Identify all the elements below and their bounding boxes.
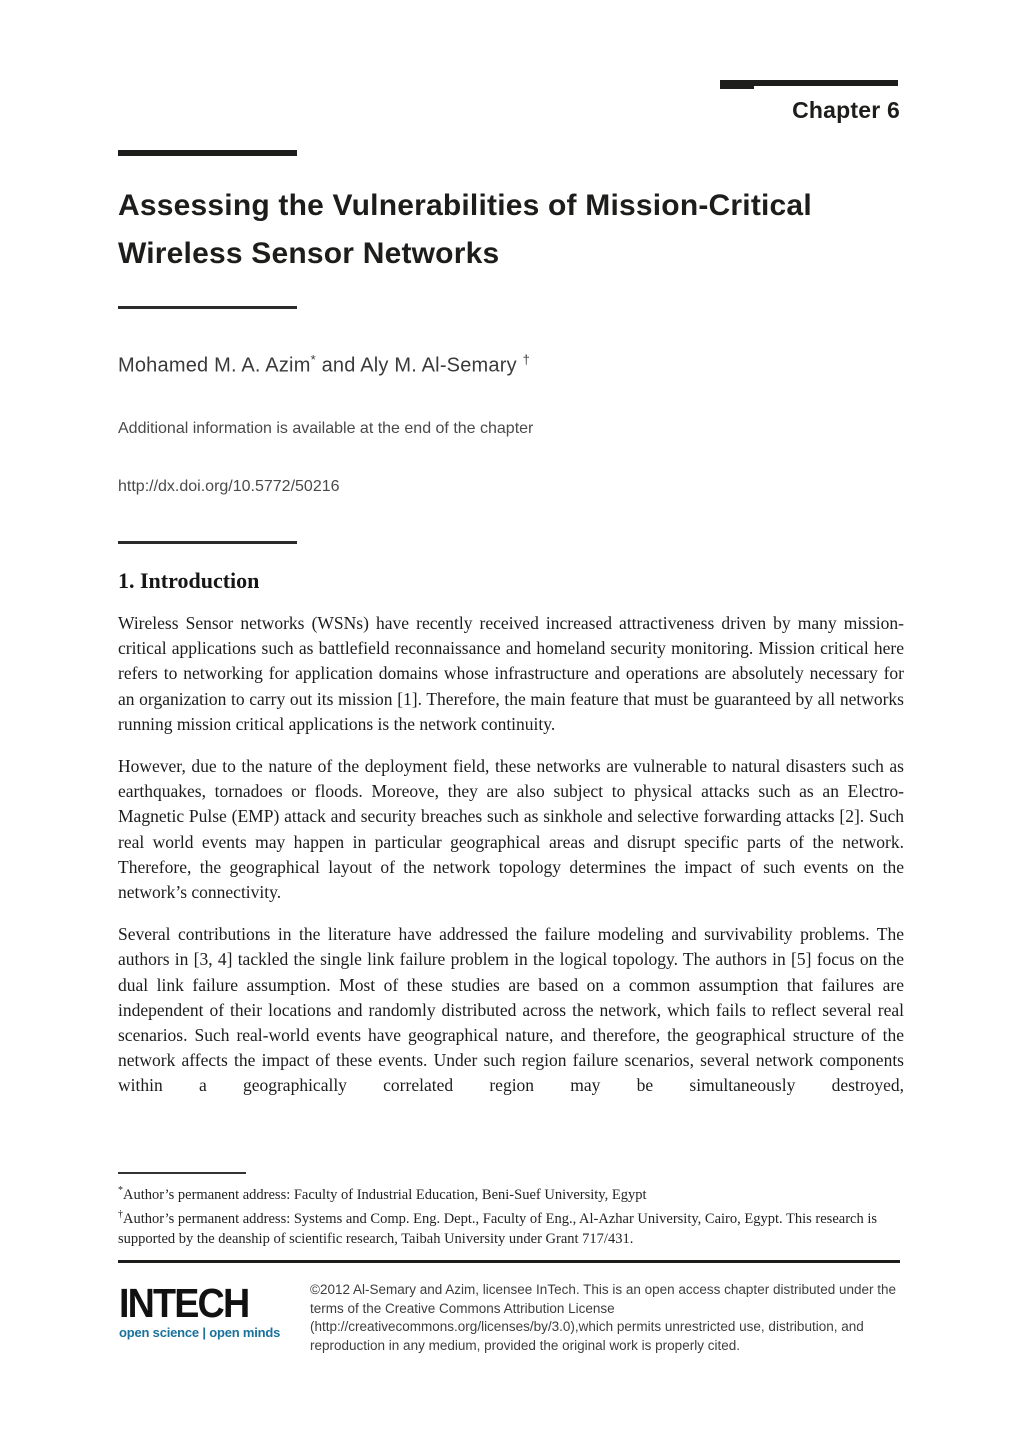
author-name-1: Mohamed M. A. Azim <box>118 354 311 377</box>
footnote-1 <box>118 1181 908 1205</box>
title-rule-bottom <box>118 306 297 309</box>
title-rule-top <box>118 150 297 156</box>
page-title <box>118 182 918 278</box>
page-title-line1: Assessing the Vulnerabilities of Mission-Critical <box>118 189 812 222</box>
additional-info-note: Additional information is available at the end of the chapter <box>118 420 534 437</box>
author-name-2: Aly M. Al-Semary <box>360 354 517 377</box>
footer-rule <box>118 1260 900 1263</box>
authors-line <box>118 352 530 378</box>
intech-logo <box>119 1282 299 1340</box>
page-title-line2: Wireless Sensor Networks <box>118 237 500 270</box>
footnote-separator-rule <box>118 1172 246 1174</box>
footnotes <box>118 1181 908 1249</box>
chapter-label: Chapter 6 <box>792 97 900 123</box>
doi-link[interactable]: http://dx.doi.org/10.5772/50216 <box>118 478 340 495</box>
copyright-notice: ©2012 Al-Semary and Azim, licensee InTech. This is an open access chapter distributed under the terms of the Creative Commons Attribution License (http://creativecommons.org/licenses/by/3.0),which permits unrestricted use, distribution, and reproduction in any medium, provided the original work is properly cited. <box>310 1282 897 1353</box>
paragraph-2: However, due to the nature of the deployment field, these networks are vulnerable to natural disasters such as earthquakes, tornadoes or floods. Moreove, they are also subject to physical attacks such as an Electro-Magnetic Pulse (EMP) attack and security breaches such as sinkhole and selective forwarding attacks [2]. Such real world events may happen in particular geographical areas and disrupt specific parts of the network. Therefore, the geographical layout of the network topology determines the impact of such events on the network’s connectivity. <box>118 756 904 903</box>
author-2-footnote-marker: † <box>522 352 530 367</box>
paragraph-1: Wireless Sensor networks (WSNs) have recently received increased attractiveness driven by many mission-critical applications such as battlefield reconnaissance and homeland security monitoring. Mission critical here refers to networking for application domains whose infrastructure and operations are absolutely necessary for an organization to carry out its mission [1]. Therefore, the main feature that must be guaranteed by all networks running mission critical applications is the network continuity. <box>118 613 904 734</box>
footnote-1-marker: * <box>118 1185 123 1196</box>
paragraph-3: Several contributions in the literature have addressed the failure modeling and survivability problems. The authors in [3, 4] tackled the single link failure problem in the logical topology. The authors in [5] focus on the dual link failure assumption. Most of these studies are based on a common assumption that failures are independent of their locations and randomly distributed across the network, which fails to reflect several real scenarios. Such real-world events have geographical nature, and therefore, the geographical structure of the network affects the impact of these events. Under such region failure scenarios, several network components within a geographically correlated region may be simultaneously destroyed, <box>118 924 904 1096</box>
section-heading-introduction: 1. Introduction <box>118 568 260 593</box>
footnote-1-text: Author’s permanent address: Faculty of Industrial Education, Beni-Suef University, Egypt <box>123 1186 647 1203</box>
authors-connector: and <box>321 354 356 377</box>
author-1-footnote-marker: * <box>310 352 316 367</box>
footnote-2 <box>118 1205 908 1249</box>
footnote-2-marker: † <box>118 1208 123 1220</box>
footnote-2-text: Author’s permanent address: Systems and Comp. Eng. Dept., Faculty of Eng., Al-Azhar University, Cairo, Egypt. This research is supported by the deanship of scientific research, Taibah University under Grant 717/431. <box>118 1210 877 1247</box>
header-rule-tab <box>720 86 754 89</box>
intech-logo-tagline: open science | open minds <box>119 1325 281 1340</box>
body-text <box>118 611 904 1116</box>
doi-rule <box>118 541 297 544</box>
intech-logo-wordmark: INTECH <box>119 1280 249 1326</box>
